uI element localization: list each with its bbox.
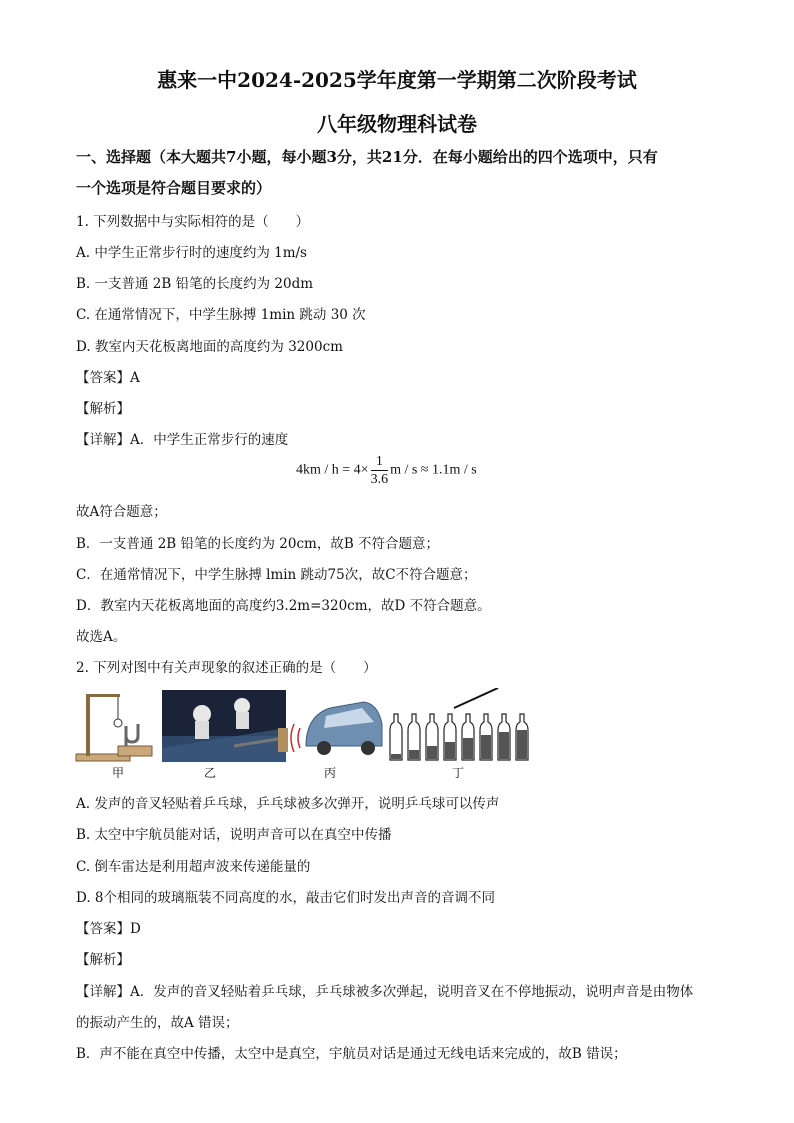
q1-stem: 1. 下列数据中与实际相符的是（ ） (76, 214, 310, 230)
q2-detail-1: 【详解】A．发声的音叉轻贴着乒乓球，乒乓球被多次弹起，说明音叉在不停地振动，说明声音是由物体 (76, 984, 694, 1000)
q1-detail-5: 故选A。 (76, 629, 127, 645)
astronaut-icon (162, 690, 286, 762)
q1-detail-2: B．一支普通 2B 铅笔的长度约为 20cm，故B 不符合题意； (76, 536, 440, 552)
q2-stem: 2. 下列对图中有关声现象的叙述正确的是（ ） (76, 660, 377, 676)
figure-label-jia: 甲 (112, 766, 125, 780)
q1-detail-intro: 【详解】A．中学生正常步行的速度 (76, 432, 289, 448)
figure-label-bing: 丙 (324, 766, 337, 780)
q1-option-d: D. 教室内天花板离地面的高度约为 3200cm (76, 339, 343, 355)
formula-den: 3.6 (370, 472, 389, 487)
q1-analysis: 【解析】 (76, 401, 130, 417)
page-subtitle: 八年级物理科试卷 (317, 112, 477, 136)
figure-label-ding: 丁 (452, 766, 465, 780)
q2-detail-3: B．声不能在真空中传播，太空中是真空，宇航员对话是通过无线电话来完成的，故B 错误； (76, 1046, 627, 1062)
q1-detail-4: D．教室内天花板离地面的高度约3.2m=320cm，故D 不符合题意。 (76, 598, 491, 614)
q1-detail-3: C．在通常情况下，中学生脉搏 lmin 跳动75次，故C不符合题意； (76, 567, 477, 583)
q1-formula (296, 453, 477, 488)
q2-answer: 【答案】D (76, 921, 141, 937)
q1-answer: 【答案】A (76, 370, 140, 386)
formula-num: 1 (371, 453, 389, 471)
tuning-fork-icon (76, 694, 152, 761)
q2-option-d: D. 8个相同的玻璃瓶装不同高度的水，敲击它们时发出声音的音调不同 (76, 890, 496, 906)
section-heading-cont: 一个选项是符合题目要求的） (76, 179, 272, 197)
q1-option-b: B. 一支普通 2B 铅笔的长度约为 20dm (76, 276, 314, 292)
bottles-icon (390, 688, 528, 760)
q1-detail-1: 故A符合题意； (76, 504, 167, 520)
formula-right: m / s ≈ 1.1m / s (390, 462, 477, 478)
car-radar-icon (278, 702, 382, 755)
page-title: 惠来一中2024-2025学年度第一学期第二次阶段考试 (157, 68, 637, 92)
formula-left: 4km / h = 4× (296, 462, 369, 478)
q2-analysis: 【解析】 (76, 952, 130, 968)
section-heading: 一、选择题（本大题共7小题，每小题3分，共21分．在每小题给出的四个选项中，只有 (76, 148, 658, 166)
q2-option-b: B. 太空中宇航员能对话，说明声音可以在真空中传播 (76, 827, 392, 843)
q2-figures (74, 688, 534, 778)
q1-option-c: C. 在通常情况下，中学生脉搏 1min 跳动 30 次 (76, 307, 366, 323)
figure-label-yi: 乙 (204, 766, 217, 780)
formula-fraction (371, 453, 389, 488)
q2-option-a: A. 发声的音叉轻贴着乒乓球，乒乓球被多次弹开，说明乒乓球可以传声 (76, 796, 500, 812)
q2-option-c: C. 倒车雷达是利用超声波来传递能量的 (76, 859, 311, 875)
q1-option-a: A. 中学生正常步行时的速度约为 1m/s (76, 245, 307, 261)
q2-detail-2: 的振动产生的，故A 错误； (76, 1015, 239, 1031)
